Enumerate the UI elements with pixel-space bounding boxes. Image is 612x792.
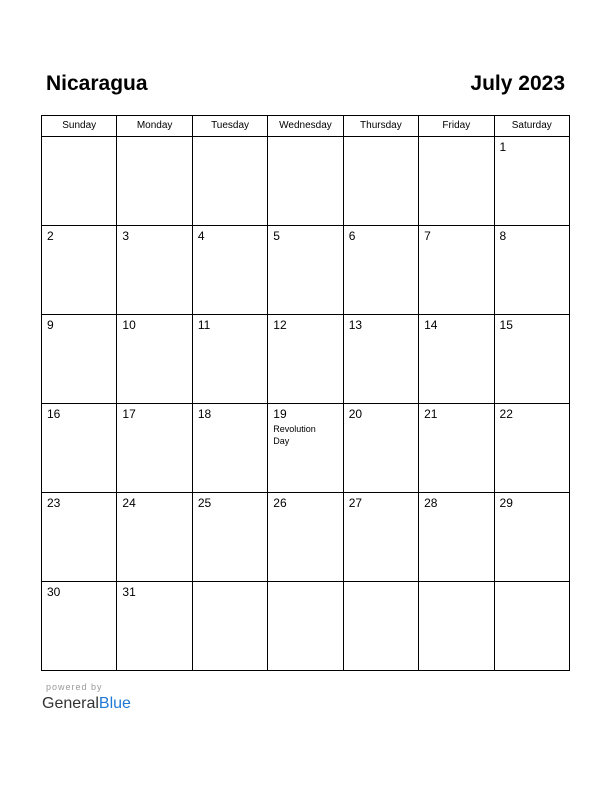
day-cell [494,226,569,315]
day-cell [42,315,117,404]
day-number: 25 [197,496,212,510]
day-number: 2 [47,229,54,243]
day-number: 1 [499,140,507,154]
day-number: 24 [122,496,136,510]
week-row [42,137,570,226]
day-cell [343,226,418,315]
day-cell [117,582,192,671]
day-cell [419,493,494,582]
day-number: 16 [47,407,61,421]
day-cell [419,315,494,404]
day-cell [268,315,343,404]
day-cell [494,404,569,493]
day-number: 26 [273,496,287,510]
day-number: 7 [424,229,431,243]
day-number: 28 [424,496,438,510]
day-number: 14 [424,318,438,332]
empty-day-cell [419,582,494,671]
weekday-thursday: Thursday [343,116,418,137]
empty-day-cell [42,137,117,226]
day-number: 11 [197,318,211,332]
day-number: 19 [273,407,287,421]
weekday-sunday: Sunday [42,116,117,137]
empty-day-cell [419,137,494,226]
empty-day-cell [192,582,267,671]
empty-day-cell [268,582,343,671]
day-cell [268,493,343,582]
empty-day-cell [343,582,418,671]
day-cell [117,226,192,315]
day-number: 29 [499,496,513,510]
day-number: 23 [47,496,61,510]
day-cell [117,404,192,493]
day-number: 18 [197,407,212,421]
empty-day-cell [268,137,343,226]
day-number: 9 [47,318,54,332]
day-cell [343,315,418,404]
calendar-body [42,137,570,671]
day-cell [192,315,267,404]
day-cell [419,226,494,315]
empty-day-cell [343,137,418,226]
day-number: 30 [47,585,61,599]
day-number: 20 [348,407,363,421]
country-title: Nicaragua [46,72,148,95]
day-cell [192,226,267,315]
day-cell [343,493,418,582]
day-number: 22 [499,407,513,421]
day-number: 12 [273,318,287,332]
day-number: 8 [499,229,507,243]
day-cell [42,493,117,582]
day-number: 31 [122,585,136,599]
day-number: 27 [348,496,363,510]
week-row [42,404,570,493]
day-number: 13 [348,318,363,332]
day-number: 15 [499,318,513,332]
day-number: 4 [197,229,205,243]
day-cell [343,404,418,493]
day-number: 10 [122,318,136,332]
empty-day-cell [117,137,192,226]
week-row [42,226,570,315]
powered-by-text: powered by [46,682,103,692]
day-cell [494,315,569,404]
day-number: 5 [273,229,280,243]
holiday-label: Revolution Day [273,424,316,446]
week-row [42,582,570,671]
day-cell [192,404,267,493]
brand-general-text: General [42,695,99,712]
weekday-header-row [42,116,570,137]
week-row [42,315,570,404]
weekday-tuesday: Tuesday [192,116,267,137]
day-number: 21 [424,407,438,421]
generalblue-logo [42,694,131,714]
weekday-monday: Monday [117,116,192,137]
weekday-friday: Friday [419,116,494,137]
day-cell [117,493,192,582]
day-cell [419,404,494,493]
day-cell [268,226,343,315]
empty-day-cell [192,137,267,226]
day-number: 17 [122,407,136,421]
day-cell [494,493,569,582]
day-number: 6 [348,229,356,243]
calendar-grid [41,115,570,671]
day-cell [192,493,267,582]
weekday-wednesday: Wednesday [268,116,343,137]
brand-blue-text: Blue [98,695,131,712]
day-cell [268,404,343,493]
day-cell [42,226,117,315]
day-cell [42,582,117,671]
day-cell [494,137,569,226]
day-number: 3 [122,229,130,243]
day-cell [42,404,117,493]
day-cell [117,315,192,404]
empty-day-cell [494,582,569,671]
week-row [42,493,570,582]
weekday-saturday: Saturday [494,116,569,137]
month-year-title: July 2023 [470,72,565,95]
